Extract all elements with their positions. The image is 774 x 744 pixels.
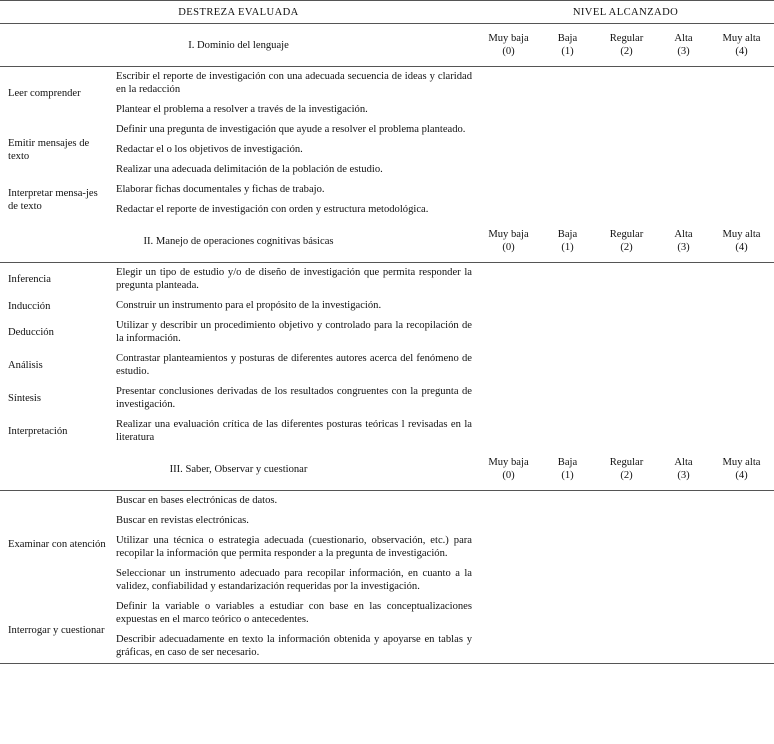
skill-group-row <box>0 120 774 180</box>
level-score-cell[interactable] <box>595 491 658 598</box>
activity-text: Buscar en revistas electrónicas. <box>116 515 249 526</box>
skill-label: Síntesis <box>8 393 41 404</box>
level-score-cell[interactable] <box>477 120 540 180</box>
level-score-cell[interactable] <box>709 415 774 448</box>
level-header <box>709 24 774 67</box>
level-header <box>540 448 595 491</box>
activity-text: Definir una pregunta de investigación que ayude a resolver el problema planteado. <box>116 124 466 135</box>
level-score-cell[interactable] <box>595 597 658 664</box>
level-name: Muy alta <box>722 229 761 240</box>
skill-label: Deducción <box>8 327 54 338</box>
level-header <box>709 220 774 263</box>
level-score-cell[interactable] <box>658 120 709 180</box>
level-header <box>477 24 540 67</box>
skill-label: Emitir mensajes de texto <box>8 138 90 162</box>
level-score-cell[interactable] <box>595 67 658 121</box>
activities-cell <box>111 597 477 664</box>
skill-label: Interpretar mensa-jes de texto <box>8 188 98 212</box>
level-score-cell[interactable] <box>709 120 774 180</box>
level-number: (2) <box>620 242 633 253</box>
skill-label: Interrogar y cuestionar <box>0 597 111 664</box>
activities-cell <box>111 316 477 349</box>
section-title: III. Saber, Observar y cuestionar <box>0 448 477 491</box>
activities-cell <box>111 382 477 415</box>
level-name: Alta <box>674 33 693 44</box>
activities-cell <box>111 349 477 382</box>
level-score-cell[interactable] <box>540 349 595 382</box>
level-score-cell[interactable] <box>658 296 709 316</box>
skill-group-row <box>0 597 774 664</box>
level-header <box>658 448 709 491</box>
level-header <box>540 220 595 263</box>
level-name: Muy baja <box>488 229 529 240</box>
activities-cell <box>111 67 477 121</box>
level-name: Muy alta <box>722 457 761 468</box>
activity-text: Escribir el reporte de investigación con una adecuada secuencia de ideas y claridad en la redacción <box>116 71 472 95</box>
section-header-row <box>0 24 774 67</box>
level-name: Baja <box>557 229 578 240</box>
level-number: (1) <box>561 242 574 253</box>
skill-group-row <box>0 316 774 349</box>
skill-group-row <box>0 263 774 297</box>
activity-text: Buscar en bases electrónicas de datos. <box>116 495 278 506</box>
level-score-cell[interactable] <box>540 491 595 598</box>
level-score-cell[interactable] <box>540 120 595 180</box>
skill-column-header: DESTREZA EVALUADA <box>0 1 477 24</box>
skill-label: Inducción <box>8 300 51 312</box>
level-score-cell[interactable] <box>709 597 774 664</box>
skill-group-row <box>0 67 774 121</box>
level-score-cell[interactable] <box>709 316 774 349</box>
level-header <box>709 448 774 491</box>
level-column-header: NIVEL ALCANZADO <box>477 1 774 24</box>
section-header-row <box>0 220 774 263</box>
skill-group-row <box>0 382 774 415</box>
level-score-cell[interactable] <box>595 296 658 316</box>
level-number: (0) <box>502 242 515 253</box>
section-title: II. Manejo de operaciones cognitivas básicas <box>0 220 477 263</box>
level-score-cell[interactable] <box>658 349 709 382</box>
level-score-cell[interactable] <box>658 180 709 220</box>
skill-label: Interpretación <box>8 426 68 437</box>
level-header <box>595 24 658 67</box>
table-header-row <box>0 1 774 24</box>
level-number: (0) <box>502 470 515 481</box>
activity-text: Elaborar fichas documentales y fichas de trabajo. <box>116 184 325 195</box>
level-number: (3) <box>677 46 690 57</box>
level-score-cell[interactable] <box>477 597 540 664</box>
level-number: (3) <box>677 470 690 481</box>
level-score-cell[interactable] <box>595 382 658 415</box>
level-score-cell[interactable] <box>477 349 540 382</box>
level-score-cell[interactable] <box>477 491 540 598</box>
level-score-cell[interactable] <box>540 597 595 664</box>
skill-group-row <box>0 415 774 448</box>
activity-text: Utilizar y describir un procedimiento objetivo y controlado para la recopilación de la información. <box>116 320 472 344</box>
level-number: (1) <box>561 46 574 57</box>
level-score-cell[interactable] <box>595 316 658 349</box>
level-header <box>477 220 540 263</box>
skill-group-row <box>0 296 774 316</box>
level-name: Muy alta <box>722 33 761 44</box>
level-header <box>540 24 595 67</box>
activity-text: Seleccionar un instrumento adecuado para recopilar información, en cuanto a la validez, confiabilidad y estandarización requeridas por la investigación. <box>116 568 472 592</box>
level-score-cell[interactable] <box>540 415 595 448</box>
level-score-cell[interactable] <box>595 180 658 220</box>
level-name: Muy baja <box>488 457 529 468</box>
level-score-cell[interactable] <box>658 491 709 598</box>
level-number: (4) <box>735 470 748 481</box>
level-score-cell[interactable] <box>540 263 595 297</box>
skill-label: Examinar con atención <box>8 538 106 550</box>
level-score-cell[interactable] <box>540 180 595 220</box>
level-name: Regular <box>609 33 644 44</box>
level-score-cell[interactable] <box>709 67 774 121</box>
level-name: Alta <box>674 457 693 468</box>
activity-text: Realizar una evaluación crítica de las diferentes posturas teóricas l revisadas en la literatura <box>116 419 472 443</box>
activities-cell <box>111 180 477 220</box>
level-name: Regular <box>609 457 644 468</box>
skill-group-row <box>0 349 774 382</box>
level-score-cell[interactable] <box>477 67 540 121</box>
level-score-cell[interactable] <box>658 316 709 349</box>
level-score-cell[interactable] <box>658 67 709 121</box>
activity-text: Presentar conclusiones derivadas de los resultados congruentes con la pregunta de investigación. <box>116 386 472 410</box>
level-score-cell[interactable] <box>477 415 540 448</box>
level-number: (3) <box>677 242 690 253</box>
level-score-cell[interactable] <box>658 382 709 415</box>
level-score-cell[interactable] <box>477 180 540 220</box>
level-score-cell[interactable] <box>477 296 540 316</box>
level-score-cell[interactable] <box>540 382 595 415</box>
level-name: Baja <box>557 33 578 44</box>
activity-text: Construir un instrumento para el propósito de la investigación. <box>116 300 382 311</box>
activity-text: Contrastar planteamientos y posturas de diferentes autores acerca del fenómeno de estudio. <box>116 353 472 377</box>
level-score-cell[interactable] <box>709 296 774 316</box>
activities-cell <box>111 491 477 598</box>
level-score-cell[interactable] <box>709 180 774 220</box>
level-score-cell[interactable] <box>540 67 595 121</box>
level-score-cell[interactable] <box>658 263 709 297</box>
level-name: Alta <box>674 229 693 240</box>
activities-cell <box>111 263 477 297</box>
activity-text: Redactar el reporte de investigación con orden y estructura metodológica. <box>116 204 429 215</box>
level-score-cell[interactable] <box>595 415 658 448</box>
activity-text: Plantear el problema a resolver a través de la investigación. <box>116 104 368 115</box>
level-score-cell[interactable] <box>658 415 709 448</box>
level-score-cell[interactable] <box>540 296 595 316</box>
level-score-cell[interactable] <box>540 316 595 349</box>
level-score-cell[interactable] <box>477 382 540 415</box>
level-number: (1) <box>561 470 574 481</box>
level-number: (2) <box>620 470 633 481</box>
level-score-cell[interactable] <box>709 491 774 598</box>
level-score-cell[interactable] <box>595 120 658 180</box>
activities-cell <box>111 120 477 180</box>
level-name: Muy baja <box>488 33 529 44</box>
level-score-cell[interactable] <box>595 263 658 297</box>
activity-text: Utilizar una técnica o estrategia adecuada (cuestionario, observación, etc.) para recopilar la información que permita responder a la pregunta de investigación. <box>116 535 472 559</box>
activity-text: Realizar una adecuada delimitación de la población de estudio. <box>116 164 383 175</box>
level-header <box>595 448 658 491</box>
skill-label: Inferencia <box>0 263 111 297</box>
skill-label: Leer comprender <box>8 88 81 99</box>
section-title: I. Dominio del lenguaje <box>0 24 477 67</box>
level-number: (2) <box>620 46 633 57</box>
activity-text: Describir adecuadamente en texto la información obtenida y apoyarse en tablas y gráficas, en caso de ser necesario. <box>116 634 472 658</box>
level-number: (4) <box>735 242 748 253</box>
skill-label: Análisis <box>8 360 43 371</box>
level-score-cell[interactable] <box>658 597 709 664</box>
level-name: Baja <box>557 457 578 468</box>
level-header <box>658 24 709 67</box>
skill-group-row <box>0 180 774 220</box>
activity-text: Redactar el o los objetivos de investigación. <box>116 144 303 155</box>
level-score-cell[interactable] <box>595 349 658 382</box>
level-header <box>658 220 709 263</box>
level-name: Regular <box>609 229 644 240</box>
activity-text: Definir la variable o variables a estudiar con base en las conceptualizaciones expuestas en el marco teórico o antecedentes. <box>116 601 472 625</box>
section-header-row <box>0 448 774 491</box>
level-header <box>595 220 658 263</box>
level-score-cell[interactable] <box>477 316 540 349</box>
level-number: (4) <box>735 46 748 57</box>
level-score-cell[interactable] <box>709 263 774 297</box>
activities-cell <box>111 296 477 316</box>
skill-group-row <box>0 491 774 598</box>
level-score-cell[interactable] <box>709 349 774 382</box>
level-score-cell[interactable] <box>477 263 540 297</box>
level-score-cell[interactable] <box>709 382 774 415</box>
activities-cell <box>111 415 477 448</box>
activity-text: Elegir un tipo de estudio y/o de diseño de investigación que permita responder la pregunta planteada. <box>116 267 472 291</box>
level-header <box>477 448 540 491</box>
level-number: (0) <box>502 46 515 57</box>
